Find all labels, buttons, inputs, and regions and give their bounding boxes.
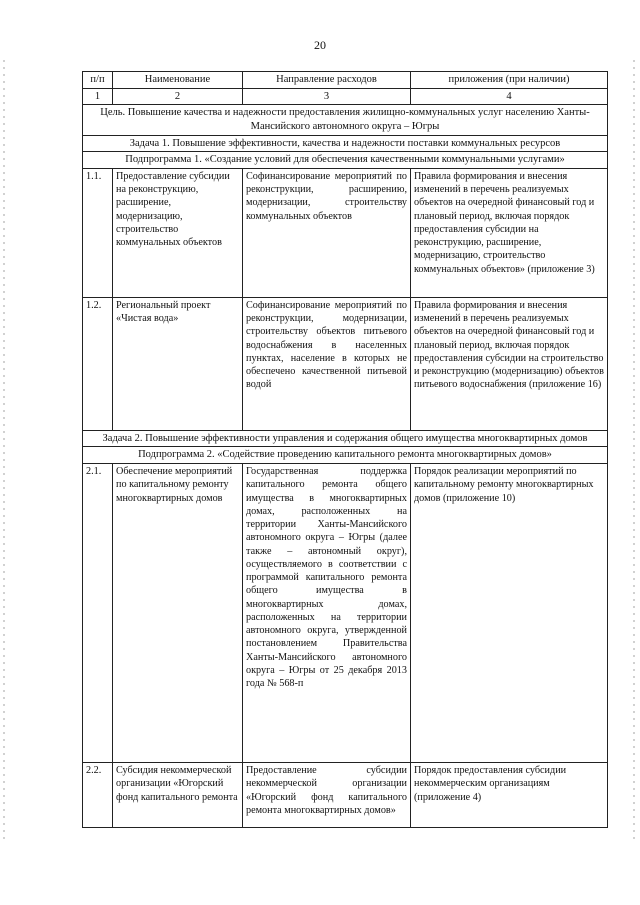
table-row [83,464,608,763]
header-direction: Направление расходов [243,72,411,89]
row-number: 1.1. [83,168,113,297]
row-appendix: Правила формирования и внесения изменений в перечень реализуемых объектов на очередной финансовый год и плановый период, включая порядок предоставления субсидии на строительство и реконструкцию (модернизацию) объектов питьевого водоснабжения (приложение 16) [411,297,608,430]
row-number: 2.1. [83,464,113,763]
table-column-numbers-row [83,88,608,105]
column-number-2: 2 [113,88,243,105]
row-direction: Софинансирование мероприятий по реконструкции, модернизации, строительству объектов питьевого водоснабжения в населенных пунктах, население в которых не обеспечено качественной питьевой водой [243,297,411,430]
task2-text: Задача 2. Повышение эффективности управления и содержания общего имущества многоквартирных домов [83,430,608,447]
task-row [83,430,608,447]
row-direction: Государственная поддержка капитального ремонта общего имущества в многоквартирных домах, расположенных на территории Ханты-Мансийского автономного округа – Югры (далее также – автономный округ), осуществляемого в соответствии с программой капитального ремонта общего имущества в многоквартирных домах, расположенных на территории автономного округа, утвержденной постановлением Правительства Ханты-Мансийского автономного округа – Югры от 25 декабря 2013 года № 568-п [243,464,411,763]
row-appendix: Порядок реализации мероприятий по капитальному ремонту многоквартирных домов (приложение 10) [411,464,608,763]
column-number-3: 3 [243,88,411,105]
table-row [83,168,608,297]
subprogram-row [83,152,608,169]
table-header-row [83,72,608,89]
row-name: Обеспечение мероприятий по капитальному ремонту многоквартирных домов [113,464,243,763]
subprogram2-text: Подпрограмма 2. «Содействие проведению капитального ремонта многоквартирных домов» [83,447,608,464]
goal-text: Цель. Повышение качества и надежности предоставления жилищно-коммунальных услуг населению Ханты-Мансийского автономного округа – Югры [83,105,608,135]
subprogram1-text: Подпрограмма 1. «Создание условий для обеспечения качественными коммунальными услугами» [83,152,608,169]
row-appendix: Правила формирования и внесения изменений в перечень реализуемых объектов на очередной финансовый год и плановый период, включая порядок предоставления субсидии на реконструкцию, расширение, модернизацию, строительство коммунальных объектов» (приложение 3) [411,168,608,297]
row-appendix: Порядок предоставления субсидии некоммерческим организациям (приложение 4) [411,763,608,828]
task-row [83,135,608,152]
subprogram-row [83,447,608,464]
header-num: п/п [83,72,113,89]
column-number-4: 4 [411,88,608,105]
row-number: 1.2. [83,297,113,430]
table-row [83,297,608,430]
row-name: Предоставление субсидии на реконструкцию, расширение, модернизацию, строительство коммунальных объектов [113,168,243,297]
right-edge-scan-artifact [633,60,635,840]
row-number: 2.2. [83,763,113,828]
left-edge-scan-artifact [3,60,5,840]
table-row [83,763,608,828]
program-activities-table [82,71,608,828]
row-name: Субсидия некоммерческой организации «Югорский фонд капитального ремонта [113,763,243,828]
page-number: 20 [314,38,326,52]
column-number-1: 1 [83,88,113,105]
row-direction: Предоставление субсидии некоммерческой организации «Югорский фонд капитального ремонта многоквартирных домов» [243,763,411,828]
header-appendix: приложения (при наличии) [411,72,608,89]
row-name: Региональный проект «Чистая вода» [113,297,243,430]
row-direction: Софинансирование мероприятий по реконструкции, расширению, модернизации, строительству коммунальных объектов [243,168,411,297]
goal-row [83,105,608,135]
header-name: Наименование [113,72,243,89]
task1-text: Задача 1. Повышение эффективности, качества и надежности поставки коммунальных ресурсов [83,135,608,152]
